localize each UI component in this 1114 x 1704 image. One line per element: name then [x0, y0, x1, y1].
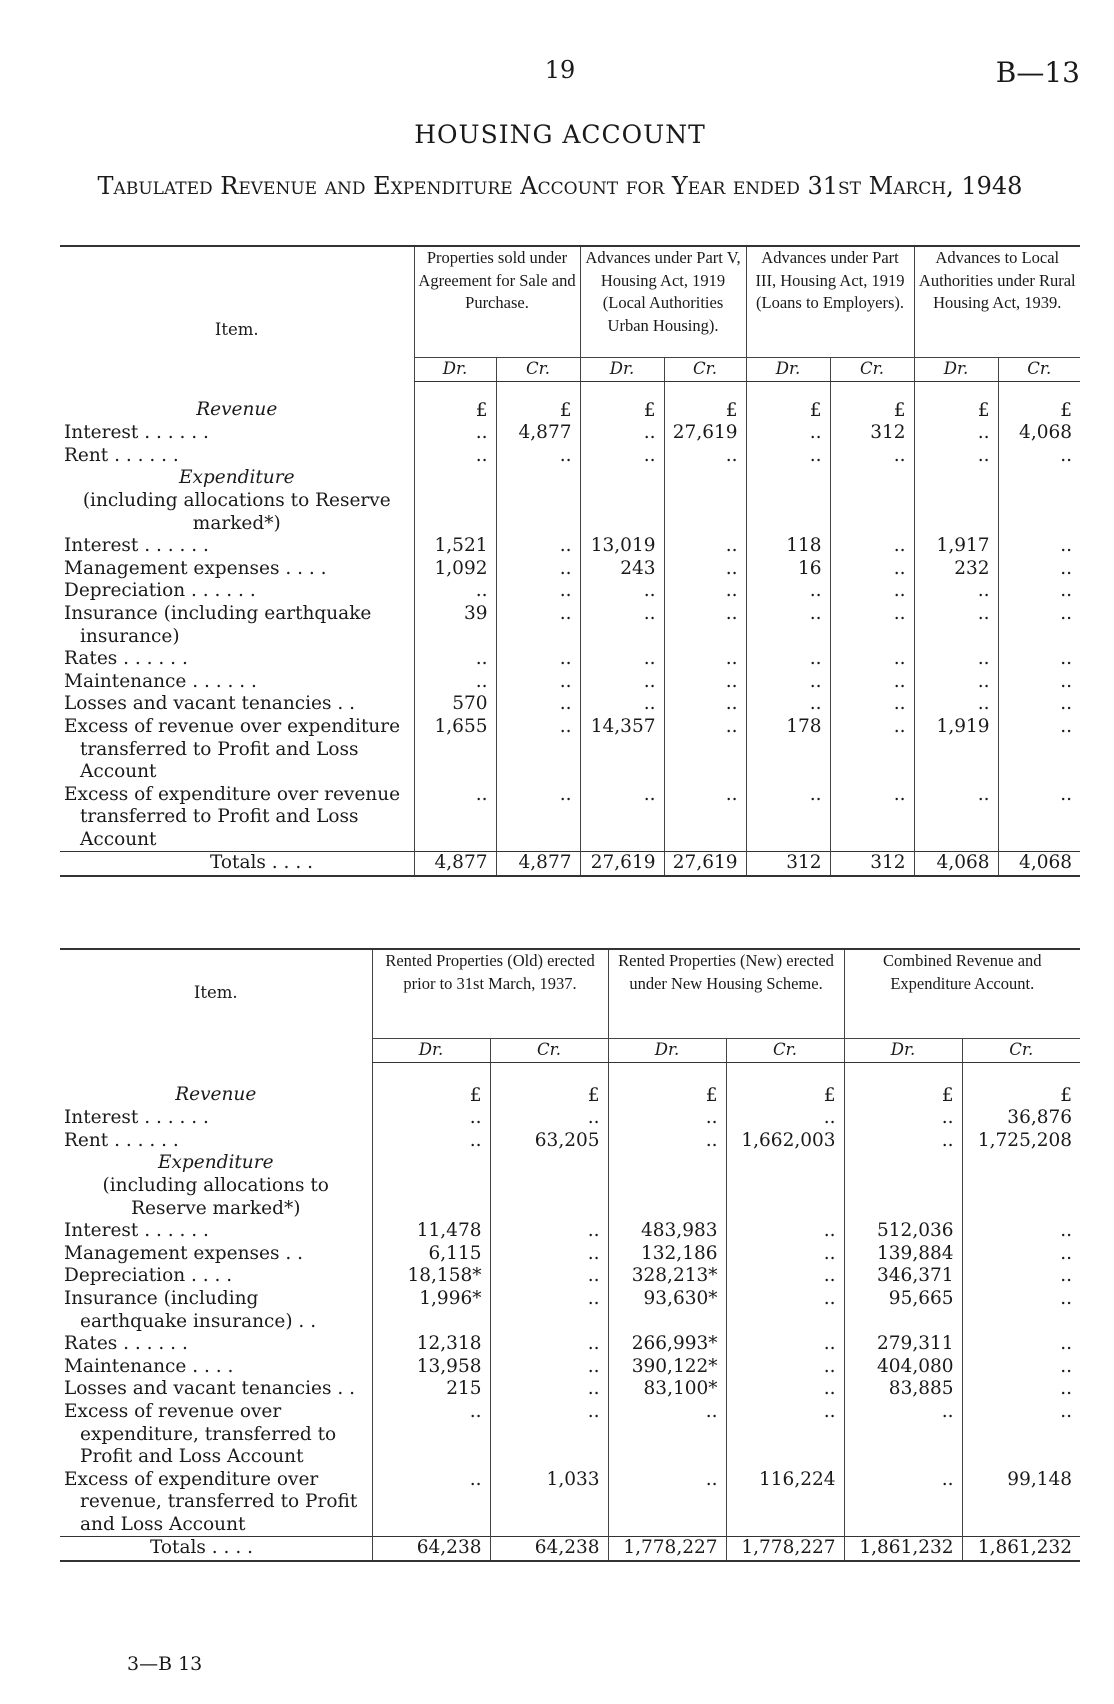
currency-symbol: £ — [664, 381, 746, 422]
cell-value: .. — [580, 784, 664, 852]
cell-value: 1,919 — [914, 716, 998, 784]
item-header: Item. — [60, 246, 414, 381]
cell-value: .. — [496, 558, 580, 581]
cr-header: Cr. — [830, 358, 914, 382]
page-title: HOUSING ACCOUNT — [414, 120, 706, 149]
table-row — [60, 1288, 1080, 1333]
cell-value: .. — [914, 784, 998, 852]
dr-header: Dr. — [580, 358, 664, 382]
column-header: Combined Revenue and Expenditure Account. — [844, 949, 1080, 1039]
cell-value: 18,158* — [372, 1265, 490, 1288]
currency-symbol: £ — [746, 381, 830, 422]
cell-value: .. — [664, 535, 746, 558]
row-label: Depreciation . . . . — [64, 1265, 233, 1287]
cell-value: .. — [664, 716, 746, 784]
cell-value: .. — [746, 580, 830, 603]
row-label: Interest . . . . . . — [64, 1107, 209, 1129]
cell-value: .. — [914, 693, 998, 716]
table-row — [60, 603, 1080, 648]
cell-value: .. — [490, 1288, 608, 1333]
cell-value: 404,080 — [844, 1356, 962, 1379]
cell-value: 243 — [580, 558, 664, 581]
cell-value: .. — [664, 558, 746, 581]
cell-value: .. — [496, 580, 580, 603]
row-label: Excess of expenditure over revenue, transferred to Profit and Loss Account — [64, 1468, 358, 1535]
total-value: 64,238 — [372, 1537, 490, 1561]
table-row — [60, 1130, 1080, 1153]
row-label: Insurance (including earthquake insurance) . . — [64, 1287, 317, 1332]
column-header: Rented Properties (New) erected under New Housing Scheme. — [608, 949, 844, 1039]
cell-value: .. — [608, 1401, 726, 1469]
cr-header: Cr. — [496, 358, 580, 382]
dr-header: Dr. — [414, 358, 496, 382]
cell-value: 346,371 — [844, 1265, 962, 1288]
cell-value: .. — [962, 1378, 1080, 1401]
cell-value: .. — [914, 445, 998, 468]
currency-symbol: £ — [726, 1062, 844, 1107]
cell-value: .. — [746, 648, 830, 671]
row-label: Rates . . . . . . — [64, 1333, 188, 1355]
table-row — [60, 1265, 1080, 1288]
cell-value: .. — [726, 1401, 844, 1469]
cell-value: 27,619 — [664, 422, 746, 445]
cell-value: .. — [844, 1401, 962, 1469]
total-value: 4,068 — [998, 852, 1080, 876]
row-label: Rent . . . . . . — [64, 444, 179, 466]
row-label: Maintenance . . . . . . — [64, 670, 257, 692]
total-value: 1,861,232 — [844, 1537, 962, 1561]
cell-value: .. — [580, 422, 664, 445]
cell-value: .. — [496, 716, 580, 784]
cell-value: 118 — [746, 535, 830, 558]
cell-value: 132,186 — [608, 1243, 726, 1266]
cell-value: 83,885 — [844, 1378, 962, 1401]
expenditure-note: (including allocations to Reserve marked*) — [102, 1174, 329, 1219]
totals-label: Totals . . . . — [60, 852, 414, 876]
table-row — [60, 1378, 1080, 1401]
cell-value: 14,357 — [580, 716, 664, 784]
cell-value: 11,478 — [372, 1220, 490, 1243]
cell-value: .. — [726, 1265, 844, 1288]
currency-symbol: £ — [372, 1062, 490, 1107]
cell-value: .. — [496, 671, 580, 694]
total-value: 1,778,227 — [608, 1537, 726, 1561]
cell-value: .. — [998, 784, 1080, 852]
cell-value: 390,122* — [608, 1356, 726, 1379]
cell-value: .. — [664, 784, 746, 852]
currency-symbol: £ — [844, 1062, 962, 1107]
cell-value: 16 — [746, 558, 830, 581]
cell-value: 1,662,003 — [726, 1130, 844, 1153]
cell-value: .. — [580, 693, 664, 716]
currency-symbol: £ — [962, 1062, 1080, 1107]
cell-value: 4,877 — [496, 422, 580, 445]
column-header: Rented Properties (Old) erected prior to 31st March, 1937. — [372, 949, 608, 1039]
cell-value: .. — [962, 1243, 1080, 1266]
cell-value: .. — [746, 445, 830, 468]
cell-value: .. — [664, 603, 746, 648]
table-advances — [60, 245, 1080, 877]
table-rented-properties — [60, 948, 1080, 1562]
revenue-label: Revenue — [196, 399, 278, 421]
cell-value: .. — [962, 1401, 1080, 1469]
total-value: 312 — [830, 852, 914, 876]
cell-value: 328,213* — [608, 1265, 726, 1288]
cell-value: .. — [414, 580, 496, 603]
cell-value: .. — [580, 445, 664, 468]
cell-value: .. — [664, 580, 746, 603]
cell-value: 4,068 — [998, 422, 1080, 445]
column-header: Properties sold under Agreement for Sale and Purchase. — [414, 246, 580, 358]
table-row — [60, 535, 1080, 558]
cell-value: .. — [962, 1333, 1080, 1356]
currency-symbol: £ — [490, 1062, 608, 1107]
table-row — [60, 693, 1080, 716]
cell-value: .. — [726, 1243, 844, 1266]
cell-value: .. — [726, 1356, 844, 1379]
cr-header: Cr. — [664, 358, 746, 382]
page-number: 19 — [544, 56, 576, 84]
cell-value: 232 — [914, 558, 998, 581]
dr-header: Dr. — [914, 358, 998, 382]
table-row — [60, 648, 1080, 671]
table-row — [60, 445, 1080, 468]
cell-value: 1,033 — [490, 1469, 608, 1537]
cell-value: .. — [726, 1333, 844, 1356]
cell-value: .. — [608, 1130, 726, 1153]
row-label: Management expenses . . . . — [64, 557, 327, 579]
cell-value: 1,092 — [414, 558, 496, 581]
cell-value: 99,148 — [962, 1469, 1080, 1537]
currency-symbol: £ — [414, 381, 496, 422]
total-value: 4,877 — [496, 852, 580, 876]
cell-value: 279,311 — [844, 1333, 962, 1356]
cell-value: 312 — [830, 422, 914, 445]
total-value: 4,068 — [914, 852, 998, 876]
total-value: 312 — [746, 852, 830, 876]
row-label: Maintenance . . . . — [64, 1355, 234, 1377]
cell-value: 83,100* — [608, 1378, 726, 1401]
cell-value: .. — [998, 693, 1080, 716]
cell-value: .. — [726, 1220, 844, 1243]
table-row — [60, 716, 1080, 784]
cell-value: .. — [414, 445, 496, 468]
cell-value: .. — [496, 603, 580, 648]
cell-value: .. — [998, 580, 1080, 603]
cell-value: .. — [844, 1130, 962, 1153]
cell-value: .. — [830, 580, 914, 603]
table-row — [60, 1401, 1080, 1469]
cell-value: .. — [372, 1469, 490, 1537]
cell-value: .. — [664, 671, 746, 694]
cell-value: .. — [580, 648, 664, 671]
cell-value: .. — [830, 784, 914, 852]
cell-value: .. — [914, 603, 998, 648]
total-value: 27,619 — [580, 852, 664, 876]
cr-header: Cr. — [726, 1039, 844, 1063]
expenditure-note: (including allocations to Reserve marked*) — [82, 489, 391, 534]
row-label: Rates . . . . . . — [64, 648, 188, 670]
cell-value: 483,983 — [608, 1220, 726, 1243]
table-row — [60, 671, 1080, 694]
cell-value: .. — [496, 693, 580, 716]
cell-value: .. — [746, 784, 830, 852]
cell-value: .. — [372, 1107, 490, 1130]
cell-value: 215 — [372, 1378, 490, 1401]
row-label: Rent . . . . . . — [64, 1129, 179, 1151]
cell-value: .. — [490, 1333, 608, 1356]
cell-value: .. — [830, 671, 914, 694]
cell-value: 1,521 — [414, 535, 496, 558]
cell-value: .. — [914, 422, 998, 445]
row-label: Management expenses . . — [64, 1242, 303, 1264]
dr-header: Dr. — [844, 1039, 962, 1063]
cell-value: .. — [490, 1401, 608, 1469]
cell-value: .. — [496, 648, 580, 671]
cell-value: .. — [496, 535, 580, 558]
table-row — [60, 558, 1080, 581]
item-header: Item. — [60, 949, 372, 1062]
cell-value: .. — [914, 648, 998, 671]
cell-value: .. — [830, 445, 914, 468]
total-value: 1,861,232 — [962, 1537, 1080, 1561]
cell-value: .. — [746, 671, 830, 694]
cell-value: 266,993* — [608, 1333, 726, 1356]
cell-value: .. — [998, 671, 1080, 694]
cell-value: 13,019 — [580, 535, 664, 558]
cell-value: .. — [608, 1469, 726, 1537]
row-label: Depreciation . . . . . . — [64, 580, 256, 602]
column-header: Advances under Part V, Housing Act, 1919 (Local Authorities Urban Housing). — [580, 246, 746, 358]
table-row — [60, 422, 1080, 445]
page-code: B—13 — [995, 56, 1080, 89]
cell-value: .. — [414, 422, 496, 445]
cell-value: .. — [962, 1288, 1080, 1333]
cell-value: .. — [496, 784, 580, 852]
table-row — [60, 1333, 1080, 1356]
cell-value: 6,115 — [372, 1243, 490, 1266]
cell-value: 63,205 — [490, 1130, 608, 1153]
cell-value: 12,318 — [372, 1333, 490, 1356]
currency-symbol: £ — [608, 1062, 726, 1107]
cell-value: .. — [962, 1220, 1080, 1243]
cell-value: .. — [490, 1107, 608, 1130]
cell-value: .. — [372, 1401, 490, 1469]
cell-value: .. — [496, 445, 580, 468]
cell-value: 512,036 — [844, 1220, 962, 1243]
table-row — [60, 784, 1080, 852]
cell-value: .. — [372, 1130, 490, 1153]
cell-value: .. — [580, 671, 664, 694]
cell-value: .. — [830, 693, 914, 716]
cell-value: .. — [726, 1107, 844, 1130]
table-row — [60, 1469, 1080, 1537]
column-header: Advances under Part III, Housing Act, 1919 (Loans to Employers). — [746, 246, 914, 358]
cell-value: .. — [608, 1107, 726, 1130]
cr-header: Cr. — [962, 1039, 1080, 1063]
table-row — [60, 1220, 1080, 1243]
expenditure-label: Expenditure — [157, 1152, 274, 1174]
table-row — [60, 1243, 1080, 1266]
totals-label: Totals . . . . — [60, 1537, 372, 1561]
cell-value: .. — [998, 535, 1080, 558]
cell-value: .. — [830, 603, 914, 648]
cell-value: .. — [664, 445, 746, 468]
cell-value: .. — [998, 558, 1080, 581]
cell-value: .. — [998, 603, 1080, 648]
total-value: 4,877 — [414, 852, 496, 876]
currency-symbol: £ — [914, 381, 998, 422]
cell-value: .. — [998, 648, 1080, 671]
cell-value: .. — [490, 1356, 608, 1379]
column-header: Advances to Local Authorities under Rural Housing Act, 1939. — [914, 246, 1080, 358]
cell-value: 1,655 — [414, 716, 496, 784]
expenditure-label: Expenditure — [178, 467, 295, 489]
cell-value: 116,224 — [726, 1469, 844, 1537]
cell-value: 39 — [414, 603, 496, 648]
cell-value: .. — [844, 1107, 962, 1130]
cell-value: 1,725,208 — [962, 1130, 1080, 1153]
cell-value: .. — [962, 1265, 1080, 1288]
row-label: Interest . . . . . . — [64, 535, 209, 557]
cell-value: .. — [664, 693, 746, 716]
currency-symbol: £ — [998, 381, 1080, 422]
row-label: Interest . . . . . . — [64, 1220, 209, 1242]
cr-header: Cr. — [998, 358, 1080, 382]
cell-value: 13,958 — [372, 1356, 490, 1379]
cell-value: .. — [998, 445, 1080, 468]
cell-value: .. — [726, 1288, 844, 1333]
cell-value: 1,917 — [914, 535, 998, 558]
cell-value: .. — [830, 716, 914, 784]
row-label: Interest . . . . . . — [64, 422, 209, 444]
dr-header: Dr. — [746, 358, 830, 382]
cell-value: .. — [962, 1356, 1080, 1379]
cell-value: .. — [490, 1265, 608, 1288]
total-value: 1,778,227 — [726, 1537, 844, 1561]
row-label: Losses and vacant tenancies . . — [64, 693, 355, 715]
cell-value: .. — [726, 1378, 844, 1401]
cell-value: 1,996* — [372, 1288, 490, 1333]
currency-symbol: £ — [580, 381, 664, 422]
cell-value: 36,876 — [962, 1107, 1080, 1130]
row-label: Excess of revenue over expenditure transferred to Profit and Loss Account — [64, 715, 401, 783]
cell-value: .. — [414, 648, 496, 671]
cell-value: .. — [490, 1220, 608, 1243]
cell-value: 95,665 — [844, 1288, 962, 1333]
row-label: Insurance (including earthquake insurance) — [64, 602, 372, 647]
cell-value: .. — [914, 580, 998, 603]
cell-value: .. — [998, 716, 1080, 784]
row-label: Excess of expenditure over revenue transferred to Profit and Loss Account — [64, 783, 401, 850]
table-row — [60, 1107, 1080, 1130]
cell-value: .. — [664, 648, 746, 671]
cell-value: .. — [580, 603, 664, 648]
cr-header: Cr. — [490, 1039, 608, 1063]
cell-value: .. — [830, 535, 914, 558]
cell-value: 139,884 — [844, 1243, 962, 1266]
revenue-label: Revenue — [175, 1084, 257, 1106]
cell-value: .. — [746, 603, 830, 648]
total-value: 27,619 — [664, 852, 746, 876]
row-label: Excess of revenue over expenditure, transferred to Profit and Loss Account — [64, 1400, 337, 1468]
currency-symbol: £ — [496, 381, 580, 422]
cell-value: .. — [414, 784, 496, 852]
dr-header: Dr. — [608, 1039, 726, 1063]
cell-value: 93,630* — [608, 1288, 726, 1333]
cell-value: .. — [914, 671, 998, 694]
cell-value: 178 — [746, 716, 830, 784]
cell-value: .. — [830, 648, 914, 671]
row-label: Losses and vacant tenancies . . — [64, 1378, 355, 1400]
cell-value: .. — [844, 1469, 962, 1537]
currency-symbol: £ — [830, 381, 914, 422]
total-value: 64,238 — [490, 1537, 608, 1561]
dr-header: Dr. — [372, 1039, 490, 1063]
cell-value: .. — [490, 1378, 608, 1401]
footer-code: 3—B 13 — [127, 1653, 203, 1675]
cell-value: .. — [414, 671, 496, 694]
cell-value: .. — [580, 580, 664, 603]
page-subtitle: Tabulated Revenue and Expenditure Account for Year ended 31st March, 1948 — [97, 172, 1023, 200]
cell-value: .. — [746, 422, 830, 445]
cell-value: .. — [746, 693, 830, 716]
cell-value: 570 — [414, 693, 496, 716]
cell-value: .. — [490, 1243, 608, 1266]
cell-value: .. — [830, 558, 914, 581]
table-row — [60, 580, 1080, 603]
table-row — [60, 1356, 1080, 1379]
